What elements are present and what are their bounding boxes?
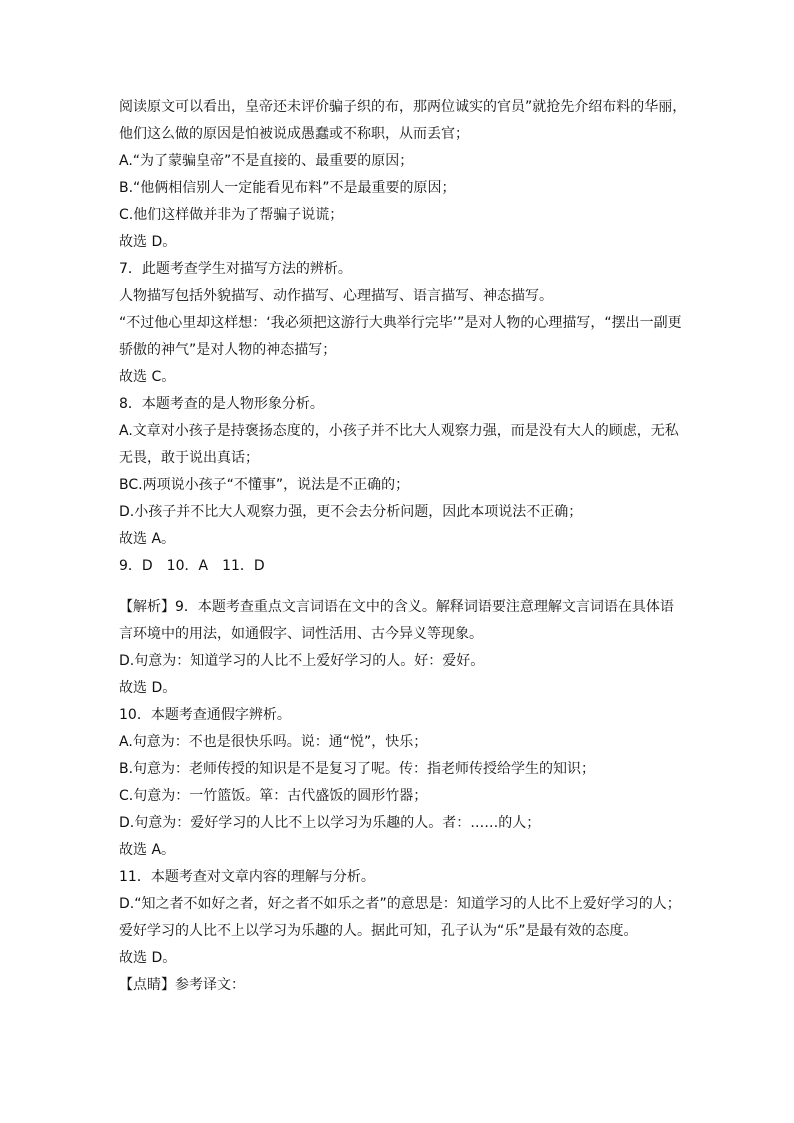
text-line: 10．本题考查通假字辨析。 [119, 707, 291, 723]
text-line: 无畏，敢于说出真话； [119, 450, 259, 466]
document-body [119, 94, 687, 999]
text-line: 骄傲的神气”是对人物的神态描写； [119, 342, 337, 358]
text-line: 爱好学习的人比不上以学习为乐趣的人。据此可知，孔子认为“乐”是最有效的态度。 [119, 923, 638, 939]
text-line: 他们这么做的原因是怕被说成愚蠢或不称职，从而丢官； [119, 126, 469, 142]
text-line: B.句意为：老师传授的知识是不是复习了呢。传：指老师传授给学生的知识； [119, 761, 596, 777]
text-line: 7．此题考查学生对描写方法的辨析。 [119, 261, 352, 277]
blank-line [119, 580, 687, 594]
text-line: A.句意为：不也是很快乐吗。说：通“悦”，快乐； [119, 734, 428, 750]
text-line: 言环境中的用法，如通假字、词性活用、古今异义等现象。 [119, 626, 483, 642]
text-line: D.句意为：知道学习的人比不上爱好学习的人。好：爱好。 [119, 653, 485, 669]
text-line: 故选 D。 [119, 950, 177, 966]
text-line: “不过他心里却这样想：‘我必须把这游行大典举行完毕’”是对人物的心理描写，“摆出一副更 [119, 315, 682, 331]
text-line: 人物描写包括外貌描写、动作描写、心理描写、语言描写、神态描写。 [119, 288, 553, 304]
text-line: C.句意为：一竹篮饭。箪：古代盛饭的圆形竹器； [119, 788, 428, 804]
text-line: 11．本题考查对文章内容的理解与分析。 [119, 869, 375, 885]
text-line: D.“知之者不如好之者，好之者不如乐之者”的意思是：知道学习的人比不上爱好学习的人； [119, 896, 681, 912]
text-line: 故选 D。 [119, 234, 177, 250]
text-line: 9．D 10．A 11．D [119, 558, 265, 574]
text-line: 故选 A。 [119, 842, 176, 858]
text-line: 故选 D。 [119, 680, 177, 696]
text-line: D.小孩子并不比大人观察力强，更不会去分析问题，因此本项说法不正确； [119, 504, 583, 520]
text-line: B.“他俩相信别人一定能看见布料”不是最重要的原因； [119, 180, 456, 196]
text-line: A.“为了蒙骗皇帝”不是直接的、最重要的原因； [119, 153, 414, 169]
text-line: 8．本题考查的是人物形象分析。 [119, 396, 324, 412]
text-line: 故选 C。 [119, 369, 176, 385]
text-line: D.句意为：爱好学习的人比不上以学习为乐趣的人。者：……的人； [119, 815, 541, 831]
text-line: 故选 A。 [119, 531, 176, 547]
text-line: BC.两项说小孩子“不懂事”，说法是不正确的； [119, 477, 410, 493]
text-line: 【解析】9．本题考查重点文言词语在文中的含义。解释词语要注意理解文言词语在具体语 [119, 599, 674, 615]
text-line: A.文章对小孩子是持褒扬态度的，小孩子并不比大人观察力强，而是没有大人的顾虑，无私 [119, 423, 679, 439]
text-line: 【点睛】参考译文： [119, 977, 245, 993]
text-line: C.他们这样做并非为了帮骗子说谎； [119, 207, 344, 223]
text-line: 阅读原文可以看出，皇帝还未评价骗子织的布，那两位诚实的官员”就抢先介绍布料的华丽， [119, 99, 687, 115]
